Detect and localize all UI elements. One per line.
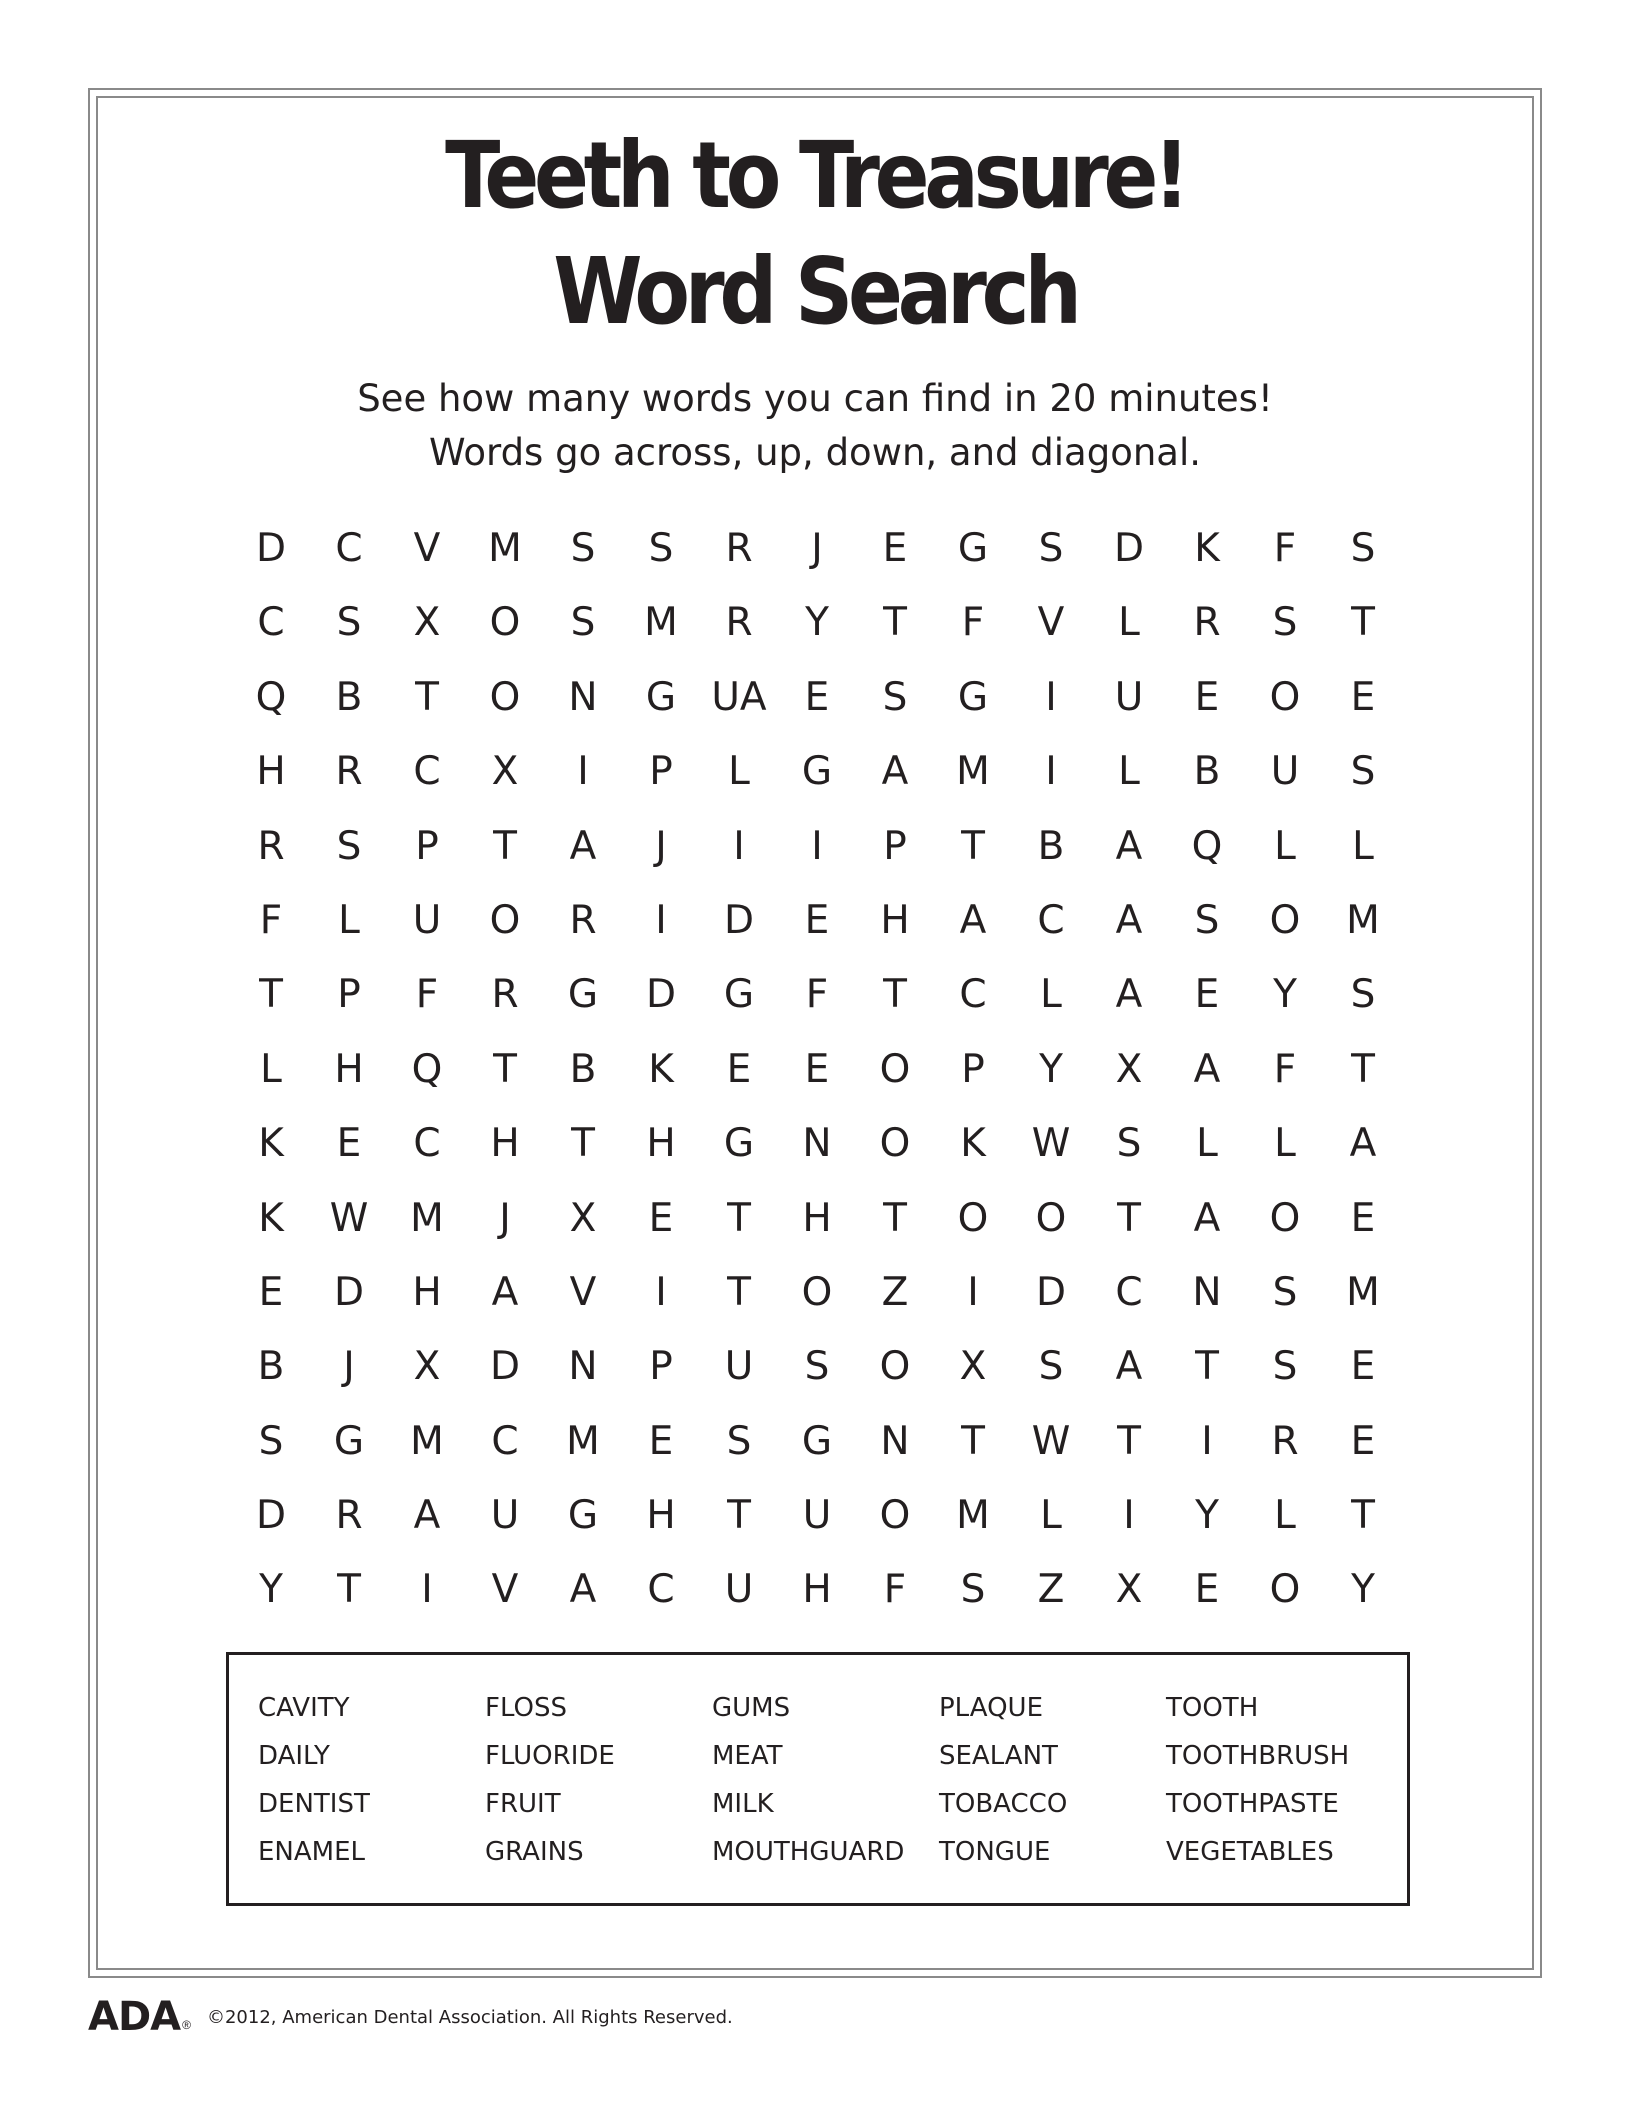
grid-letter: H bbox=[334, 1046, 364, 1092]
grid-letter: G bbox=[333, 1418, 365, 1464]
word-list-item: TONGUE bbox=[939, 1837, 1051, 1867]
grid-letter: Q bbox=[1191, 823, 1223, 869]
grid-letter: Q bbox=[255, 674, 287, 720]
grid-letter: N bbox=[1192, 1269, 1222, 1315]
grid-letter: A bbox=[1349, 1121, 1377, 1167]
grid-letter: E bbox=[258, 1269, 284, 1315]
grid-letter: A bbox=[1115, 1344, 1143, 1390]
word-list-item: FLUORIDE bbox=[485, 1741, 615, 1771]
grid-letter: M bbox=[566, 1418, 600, 1464]
grid-letter: R bbox=[335, 1493, 363, 1539]
grid-letter: L bbox=[1274, 1121, 1296, 1167]
grid-letter: M bbox=[956, 749, 990, 795]
grid-letter: G bbox=[957, 526, 989, 571]
grid-letter: S bbox=[1350, 749, 1376, 795]
grid-letter: O bbox=[1269, 897, 1301, 943]
grid-letter: C bbox=[257, 600, 285, 646]
grid-letter: S bbox=[1272, 1269, 1298, 1315]
grid-letter: J bbox=[499, 1195, 511, 1241]
word-list-item: GUMS bbox=[712, 1693, 791, 1723]
grid-letter: S bbox=[960, 1567, 986, 1613]
word-list-item: TOBACCO bbox=[939, 1789, 1068, 1819]
grid-letter: G bbox=[957, 674, 989, 720]
grid-letter: A bbox=[959, 897, 987, 943]
grid-letter: A bbox=[1115, 972, 1143, 1018]
title-line-2: Word Search bbox=[553, 238, 1077, 345]
grid-letter: T bbox=[1195, 1344, 1219, 1390]
grid-letter: N bbox=[568, 674, 598, 720]
grid-letter: J bbox=[811, 526, 823, 571]
grid-letter: O bbox=[879, 1121, 911, 1167]
grid-letter: T bbox=[883, 600, 907, 646]
grid-letter: F bbox=[805, 972, 829, 1018]
grid-letter: E bbox=[882, 526, 908, 571]
grid-letter: C bbox=[413, 1121, 441, 1167]
grid-letter: C bbox=[959, 972, 987, 1018]
grid-letter: S bbox=[1038, 1344, 1064, 1390]
grid-letter: E bbox=[804, 1046, 830, 1092]
grid-letter: O bbox=[1269, 1195, 1301, 1241]
grid-letter: S bbox=[570, 600, 596, 646]
grid-letter: T bbox=[259, 972, 283, 1018]
grid-letter: F bbox=[883, 1567, 907, 1613]
grid-letter: U bbox=[724, 1344, 754, 1390]
grid-letter: M bbox=[1346, 1269, 1380, 1315]
grid-letter: N bbox=[568, 1344, 598, 1390]
grid-letter: T bbox=[1351, 1046, 1375, 1092]
grid-letter: T bbox=[1351, 1493, 1375, 1539]
grid-letter: N bbox=[880, 1418, 910, 1464]
grid-letter: H bbox=[646, 1121, 676, 1167]
grid-letter: J bbox=[343, 1344, 355, 1390]
grid-letter: Z bbox=[1037, 1567, 1065, 1613]
grid-letter: R bbox=[491, 972, 519, 1018]
letter-grid bbox=[232, 512, 1402, 1628]
word-list-item: CAVITY bbox=[258, 1693, 350, 1723]
grid-letter: Y bbox=[805, 600, 829, 646]
grid-letter: G bbox=[567, 972, 599, 1018]
word-list-item: DENTIST bbox=[258, 1789, 370, 1819]
word-list-item: ENAMEL bbox=[258, 1837, 366, 1867]
grid-letter: F bbox=[1273, 1046, 1297, 1092]
grid-letter: I bbox=[1201, 1418, 1213, 1464]
grid-letter: M bbox=[410, 1195, 444, 1241]
word-list-item: TOOTH bbox=[1166, 1693, 1259, 1723]
grid-letter: A bbox=[1115, 823, 1143, 869]
grid-letter: P bbox=[337, 972, 361, 1018]
grid-letter: O bbox=[879, 1046, 911, 1092]
grid-letter: D bbox=[1035, 1269, 1067, 1315]
grid-letter: R bbox=[725, 526, 753, 571]
grid-letter: UA bbox=[711, 674, 767, 720]
grid-letter: D bbox=[255, 526, 287, 571]
grid-letter: I bbox=[1045, 674, 1057, 720]
grid-letter: Y bbox=[1039, 1046, 1063, 1092]
grid-letter: E bbox=[1194, 972, 1220, 1018]
grid-letter: P bbox=[649, 749, 673, 795]
grid-letter: A bbox=[1193, 1046, 1221, 1092]
grid-letter: O bbox=[489, 600, 521, 646]
grid-letter: A bbox=[1115, 897, 1143, 943]
grid-letter: Z bbox=[881, 1269, 909, 1315]
grid-letter: E bbox=[804, 897, 830, 943]
grid-letter: H bbox=[256, 749, 286, 795]
grid-letter: O bbox=[801, 1269, 833, 1315]
word-list-column bbox=[485, 1684, 712, 1876]
grid-letter: I bbox=[577, 749, 589, 795]
grid-letter: F bbox=[259, 897, 283, 943]
grid-letter: G bbox=[723, 972, 755, 1018]
grid-letter: T bbox=[1117, 1418, 1141, 1464]
grid-letter: H bbox=[802, 1195, 832, 1241]
grid-letter: C bbox=[491, 1418, 519, 1464]
word-list-item: MILK bbox=[712, 1789, 774, 1819]
grid-letter: S bbox=[1116, 1121, 1142, 1167]
grid-letter: V bbox=[491, 1567, 519, 1613]
grid-letter: S bbox=[336, 600, 362, 646]
word-list bbox=[258, 1684, 1393, 1876]
grid-letter: R bbox=[1271, 1418, 1299, 1464]
grid-letter: G bbox=[645, 674, 677, 720]
grid-letter: S bbox=[570, 526, 596, 571]
grid-letter: M bbox=[488, 526, 522, 571]
grid-letter: H bbox=[646, 1493, 676, 1539]
grid-letter: P bbox=[415, 823, 439, 869]
grid-letter: X bbox=[491, 749, 519, 795]
word-list-column bbox=[1166, 1684, 1393, 1876]
grid-letter: L bbox=[1274, 1493, 1296, 1539]
grid-letter: U bbox=[724, 1567, 754, 1613]
grid-letter: I bbox=[967, 1269, 979, 1315]
grid-letter: H bbox=[802, 1567, 832, 1613]
grid-letter: X bbox=[1115, 1567, 1143, 1613]
grid-letter: N bbox=[802, 1121, 832, 1167]
grid-letter: E bbox=[648, 1195, 674, 1241]
grid-letter: U bbox=[412, 897, 442, 943]
instructions-line-1: See how many words you can find in 20 minutes! bbox=[357, 377, 1273, 420]
word-list-item: DAILY bbox=[258, 1741, 330, 1771]
grid-letter: K bbox=[258, 1195, 284, 1241]
grid-letter: F bbox=[415, 972, 439, 1018]
grid-letter: L bbox=[1274, 823, 1296, 869]
grid-letter: O bbox=[1035, 1195, 1067, 1241]
grid-letter: G bbox=[567, 1493, 599, 1539]
grid-letter: S bbox=[648, 526, 674, 571]
grid-letter: T bbox=[727, 1493, 751, 1539]
grid-letter: I bbox=[1045, 749, 1057, 795]
grid-letter: B bbox=[1037, 823, 1065, 869]
grid-letter: E bbox=[1350, 1344, 1376, 1390]
grid-letter: X bbox=[569, 1195, 597, 1241]
grid-letter: L bbox=[1040, 1493, 1062, 1539]
instructions bbox=[96, 372, 1534, 480]
grid-letter: X bbox=[959, 1344, 987, 1390]
grid-letter: K bbox=[258, 1121, 284, 1167]
grid-letter: C bbox=[647, 1567, 675, 1613]
grid-letter: L bbox=[1118, 600, 1140, 646]
grid-letter: E bbox=[726, 1046, 752, 1092]
grid-letter: S bbox=[336, 823, 362, 869]
grid-letter: B bbox=[335, 674, 363, 720]
word-list-column bbox=[712, 1684, 939, 1876]
grid-letter: P bbox=[649, 1344, 673, 1390]
grid-letter: E bbox=[648, 1418, 674, 1464]
grid-letter: L bbox=[1352, 823, 1374, 869]
grid-letter: L bbox=[1118, 749, 1140, 795]
grid-letter: O bbox=[489, 674, 521, 720]
grid-letter: T bbox=[493, 1046, 517, 1092]
grid-letter: M bbox=[1346, 897, 1380, 943]
grid-letter: A bbox=[491, 1269, 519, 1315]
word-list-column bbox=[258, 1684, 485, 1876]
grid-letter: T bbox=[961, 1418, 985, 1464]
grid-letter: D bbox=[489, 1344, 521, 1390]
grid-letter: T bbox=[1351, 600, 1375, 646]
copyright-text: ©2012, American Dental Association. All Rights Reserved. bbox=[206, 2006, 733, 2028]
grid-letter: S bbox=[1194, 897, 1220, 943]
title-line-1: Teeth to Treasure! bbox=[445, 122, 1185, 229]
grid-letter: G bbox=[723, 1121, 755, 1167]
grid-letter: S bbox=[1038, 526, 1064, 571]
word-list-item: FRUIT bbox=[485, 1789, 561, 1819]
grid-letter: O bbox=[879, 1493, 911, 1539]
grid-letter: L bbox=[1196, 1121, 1218, 1167]
word-list-item: VEGETABLES bbox=[1166, 1837, 1334, 1867]
grid-letter: C bbox=[1037, 897, 1065, 943]
grid-letter: E bbox=[1350, 1195, 1376, 1241]
word-list-item: TOOTHBRUSH bbox=[1166, 1741, 1350, 1771]
grid-letter: C bbox=[1115, 1269, 1143, 1315]
word-list-item: TOOTHPASTE bbox=[1166, 1789, 1339, 1819]
grid-letter: K bbox=[648, 1046, 674, 1092]
grid-letter: A bbox=[881, 749, 909, 795]
grid-letter: U bbox=[802, 1493, 832, 1539]
grid-letter: T bbox=[571, 1121, 595, 1167]
grid-letter: S bbox=[882, 674, 908, 720]
grid-letter: F bbox=[961, 600, 985, 646]
grid-letter: T bbox=[727, 1195, 751, 1241]
grid-letter: K bbox=[1194, 526, 1220, 571]
grid-letter: U bbox=[1114, 674, 1144, 720]
grid-letter: M bbox=[410, 1418, 444, 1464]
word-list-item: GRAINS bbox=[485, 1837, 584, 1867]
grid-letter: L bbox=[1040, 972, 1062, 1018]
grid-letter: H bbox=[412, 1269, 442, 1315]
grid-letter: L bbox=[260, 1046, 282, 1092]
grid-letter: Y bbox=[1273, 972, 1297, 1018]
word-list-item: MOUTHGUARD bbox=[712, 1837, 905, 1867]
grid-letter: U bbox=[490, 1493, 520, 1539]
page-title bbox=[182, 118, 1447, 350]
grid-letter: T bbox=[883, 1195, 907, 1241]
grid-letter: I bbox=[811, 823, 823, 869]
grid-letter: W bbox=[1031, 1121, 1071, 1167]
grid-letter: S bbox=[726, 1418, 752, 1464]
grid-letter: S bbox=[1350, 972, 1376, 1018]
grid-letter: T bbox=[727, 1269, 751, 1315]
grid-letter: W bbox=[329, 1195, 369, 1241]
grid-letter: M bbox=[644, 600, 678, 646]
grid-letter: R bbox=[569, 897, 597, 943]
grid-letter: P bbox=[961, 1046, 985, 1092]
grid-letter: A bbox=[569, 1567, 597, 1613]
grid-letter: T bbox=[337, 1567, 361, 1613]
grid-letter: H bbox=[880, 897, 910, 943]
grid-letter: O bbox=[1269, 674, 1301, 720]
grid-letter: V bbox=[1037, 600, 1065, 646]
grid-letter: X bbox=[413, 1344, 441, 1390]
grid-letter: O bbox=[1269, 1567, 1301, 1613]
grid-letter: R bbox=[725, 600, 753, 646]
grid-letter: S bbox=[1350, 526, 1376, 571]
grid-letter: M bbox=[956, 1493, 990, 1539]
grid-letter: S bbox=[804, 1344, 830, 1390]
grid-letter: A bbox=[569, 823, 597, 869]
grid-letter: S bbox=[1272, 600, 1298, 646]
grid-letter: C bbox=[335, 526, 363, 571]
grid-letter: B bbox=[1193, 749, 1221, 795]
registered-mark: ® bbox=[182, 2018, 191, 2032]
grid-letter: Q bbox=[411, 1046, 443, 1092]
grid-letter: S bbox=[258, 1418, 284, 1464]
grid-letter: T bbox=[883, 972, 907, 1018]
grid-letter: R bbox=[257, 823, 285, 869]
grid-letter: D bbox=[1113, 526, 1145, 571]
grid-letter: E bbox=[1350, 1418, 1376, 1464]
grid-letter: E bbox=[1350, 674, 1376, 720]
grid-letter: H bbox=[490, 1121, 520, 1167]
grid-letter: V bbox=[413, 526, 441, 571]
grid-letter: Y bbox=[259, 1567, 283, 1613]
grid-letter: G bbox=[801, 749, 833, 795]
grid-letter: J bbox=[655, 823, 667, 869]
word-list-item: FLOSS bbox=[485, 1693, 567, 1723]
grid-letter: I bbox=[421, 1567, 433, 1613]
word-list-column bbox=[939, 1684, 1166, 1876]
grid-letter: I bbox=[655, 1269, 667, 1315]
grid-letter: D bbox=[333, 1269, 365, 1315]
footer bbox=[88, 1992, 733, 2042]
word-list-item: SEALANT bbox=[939, 1741, 1058, 1771]
grid-letter: G bbox=[801, 1418, 833, 1464]
grid-letter: T bbox=[493, 823, 517, 869]
grid-letter: F bbox=[1273, 526, 1297, 571]
grid-letter: X bbox=[413, 600, 441, 646]
grid-letter: W bbox=[1031, 1418, 1071, 1464]
ada-logo: ADA bbox=[88, 1994, 181, 2040]
grid-letter: X bbox=[1115, 1046, 1143, 1092]
grid-letter: O bbox=[879, 1344, 911, 1390]
grid-letter: O bbox=[489, 897, 521, 943]
grid-letter: C bbox=[413, 749, 441, 795]
grid-letter: Y bbox=[1351, 1567, 1375, 1613]
grid-letter: A bbox=[1193, 1195, 1221, 1241]
grid-letter: E bbox=[1194, 674, 1220, 720]
grid-letter: E bbox=[1194, 1567, 1220, 1613]
grid-letter: A bbox=[413, 1493, 441, 1539]
grid-letter: T bbox=[1117, 1195, 1141, 1241]
instructions-line-2: Words go across, up, down, and diagonal. bbox=[428, 431, 1202, 474]
grid-letter: P bbox=[883, 823, 907, 869]
word-list-item: PLAQUE bbox=[939, 1693, 1044, 1723]
grid-letter: D bbox=[255, 1493, 287, 1539]
grid-letter: R bbox=[1193, 600, 1221, 646]
grid-letter: Y bbox=[1195, 1493, 1219, 1539]
grid-letter: E bbox=[804, 674, 830, 720]
grid-letter: U bbox=[1270, 749, 1300, 795]
grid-letter: L bbox=[338, 897, 360, 943]
grid-letter: K bbox=[960, 1121, 986, 1167]
grid-letter: I bbox=[655, 897, 667, 943]
grid-letter: O bbox=[957, 1195, 989, 1241]
grid-letter: T bbox=[415, 674, 439, 720]
grid-letter: B bbox=[257, 1344, 285, 1390]
word-list-item: MEAT bbox=[712, 1741, 783, 1771]
grid-letter: L bbox=[728, 749, 750, 795]
grid-letter: I bbox=[1123, 1493, 1135, 1539]
grid-letter: V bbox=[569, 1269, 597, 1315]
grid-letter: D bbox=[645, 972, 677, 1018]
grid-letter: S bbox=[1272, 1344, 1298, 1390]
grid-letter: T bbox=[961, 823, 985, 869]
grid-letter: R bbox=[335, 749, 363, 795]
grid-letter: I bbox=[733, 823, 745, 869]
grid-letter: E bbox=[336, 1121, 362, 1167]
grid-letter: D bbox=[723, 897, 755, 943]
grid-letter: B bbox=[569, 1046, 597, 1092]
